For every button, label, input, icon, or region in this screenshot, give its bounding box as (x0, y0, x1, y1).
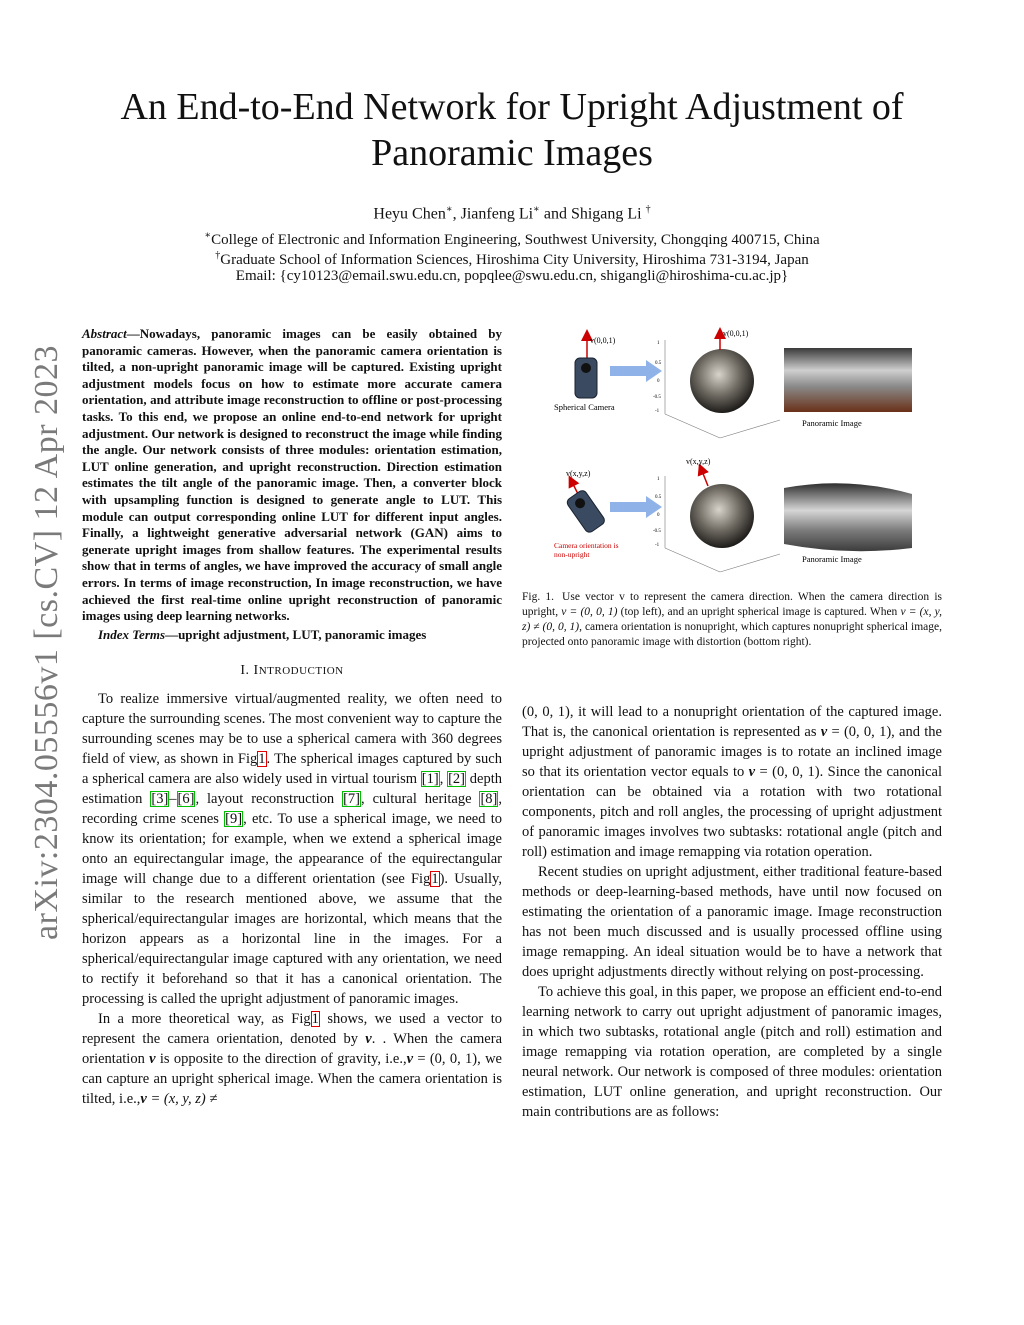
figure-label: Camera orientation is (554, 541, 619, 550)
figure-label: Panoramic Image (802, 418, 862, 428)
intro-paragraph-3 (522, 702, 942, 862)
text-run: . The spherical images captured by such a spherical camera are also widely used in virtual tourism (82, 751, 502, 788)
tick-label: -1 (655, 543, 660, 548)
affil-mark: † (215, 250, 221, 261)
text-run: To realize immersive virtual/augmented reality, we often need to capture the surrounding scenes. The most convenient way to capture the surrounding scenes may be to use a spherical camera with 360 degrees field of view, as shown in Fig (82, 691, 502, 768)
figure-label: Spherical Camera (554, 402, 615, 412)
text-run: ). Usually, similar to the research mentioned above, we assume that the spherical/equirectangular images are horizontal, which means that the horizon appears as a horizontal line in the images. For a spherical/equirectangular image captured with any orientation, we need to rectify it beforehand so that it has a canonical orientation. The processing is called the upright adjustment of panoramic images. (82, 871, 502, 1008)
text-run: . When the camera orientation (82, 1031, 503, 1068)
citation-link[interactable]: [7] (343, 791, 361, 808)
vector-label: v(0,0,1) (590, 336, 616, 345)
bottom-camera-group (554, 457, 912, 572)
affil-mark: ∗ (204, 230, 212, 241)
section-title-rest: NTRODUCTION (258, 665, 344, 678)
affil-mark: † (645, 204, 651, 215)
tick-label: 1 (657, 477, 660, 482)
axis-line (665, 548, 720, 572)
section-heading-introduction (82, 661, 502, 681)
index-terms (98, 627, 502, 644)
camera-lens-icon (581, 363, 591, 373)
caption-label: Fig. 1. (522, 591, 555, 603)
tick-label: -0.5 (653, 529, 661, 534)
vector-label: v(x,y,z) (566, 469, 591, 478)
panoramic-image-distorted (784, 483, 912, 551)
vector-label: v(0,0,1) (723, 329, 749, 338)
tick-label: 1 (657, 341, 660, 346)
math-vector: v (748, 764, 756, 780)
axis-line (720, 554, 780, 572)
text-run: depth estimation (82, 771, 502, 808)
affiliation-text: Graduate School of Information Sciences, Hiroshima City University, Hiroshima 731-3194, Japan (220, 252, 809, 268)
math-vector: v (149, 1051, 156, 1068)
math-vector: v (140, 1091, 147, 1108)
index-terms-label: Index Terms (98, 626, 166, 642)
intro-paragraph-2: In a more theoretical way, as Fig1 shows, we used a vector to represent the camera orientation, denoted by v. . When the camera orientation v is opposite to the direction of gravity, i.e.,v = (0, 0, 1), we can capture an upright spherical image. When the camera orientation is tilted, i.e.,v = (x, y, z) ≠ (82, 1011, 503, 1108)
affil-mark: ∗ (445, 204, 453, 215)
author-emails: Email: {cy10123@email.swu.edu.cn, popqlee@swu.edu.cn, shigangli@hiroshima-cu.ac.jp} (235, 268, 789, 284)
section-number: I. (240, 663, 254, 679)
intro-paragraph-5: To achieve this goal, in this paper, we propose an efficient end-to-end learning network to carry out upright adjustment of panoramic images, in which two subtasks, rotational angle (pitch and roll) estimation and image remapping via rotation operation, are completed by a single neural network. Our network is composed of three modules: orientation estimation, LUT online generation, and upright reconstruction. Our main contributions are as follows: (522, 984, 942, 1120)
text-run: (top left), and an upright spherical image is captured. When (617, 606, 901, 618)
math-eq: (0, 0, 1) (522, 704, 570, 720)
arrow-body (610, 366, 646, 376)
intro-paragraph-1 (82, 689, 502, 1009)
citation-link[interactable]: [1] (421, 771, 439, 788)
text-run: , camera orientation is nonupright, which captures nonupright spherical image, projected onto panoramic image with distortion (bottom right). (522, 621, 942, 648)
spherical-camera-tilted-icon (565, 489, 606, 534)
paper-title: An End-to-End Network for Upright Adjustment of Panoramic Images (120, 86, 904, 174)
citation-link[interactable]: [9] (225, 811, 243, 828)
axis-line (665, 414, 720, 438)
abstract-label: Abstract (82, 326, 127, 341)
text-run: , layout reconstruction (195, 791, 343, 808)
math-eq: v = (0, 0, 1) (561, 606, 618, 618)
abstract-text: —Nowadays, panoramic images can be easily obtained by panoramic cameras. However, when the panoramic camera orientation is tilted, a non-upright panoramic image will be captured. Existing upright adjustment models focus on how to estimate more accurate camera orientation, and attribute image reconstruction to offline or post-processing tasks. To this end, we propose an online end-to-end network for upright adjustment. Our network is designed to reconstruct the image while finding the angle. Our network consists of three modules: orientation estimation, LUT online generation, and upright reconstruction. Direction estimation estimates the tilt angle of the panoramic image. Then, a converter block with upsampling function is designed to generate angle to LUT. This module can output corresponding online LUT for different input angles. Finally, a lightweight generative adversarial network (GAN) aims to generate upright images from shallow features. The experimental results show that in terms of angles, we have improved the accuracy of small angle errors. In terms of image reconstruction, In image reconstruction, we have achieved the first real-time online upright reconstruction of panoramic images using deep learning networks. (82, 326, 502, 624)
text-run: . Since the canonical orientation can be obtained via a rotation with two rotational components, pitch and roll angles, the processing of upright adjustment of panoramic images involves two subtasks: rotational angle (pitch and roll) estimation and image remapping via rotation operation. (522, 764, 942, 860)
abstract (82, 326, 502, 625)
author-name: and Shigang Li (539, 205, 646, 223)
figure-link[interactable]: 1 (258, 751, 266, 768)
tick-label: 0.5 (655, 361, 662, 366)
citation-link[interactable]: [6] (177, 791, 195, 808)
text-run: , cultural heritage (361, 791, 480, 808)
affil-mark: ∗ (533, 204, 540, 215)
author-name: , Jianfeng Li (452, 205, 534, 223)
arxiv-identifier: arXiv:2304.05556v1 [cs.CV] 12 Apr 2023 (28, 344, 65, 940)
text-run: , it will lead to a nonupright orientation of the captured image. That is, the canonical orientation is represented as (522, 704, 942, 740)
figure-label: Panoramic Image (802, 554, 862, 564)
text-run: , recording crime scenes (82, 791, 502, 828)
text-run: , etc. To use a spherical image, we need to know its orientation; for example, when we extend a spherical image onto an equirectangular image, the appearance of the equirectangular image will change due to a different orientation (see Fig (82, 811, 502, 888)
citation-link[interactable]: [8] (480, 791, 498, 808)
text-run: , we can capture an upright spherical image. When the camera orientation is tilted, i.e., (82, 1051, 502, 1108)
tick-label: 0 (657, 513, 660, 518)
text-run: Use vector v to represent the camera direction. When the camera direction is upright, (522, 591, 942, 618)
math-eq: v = (x, y, z) ≠ (0, 0, 1) (522, 606, 942, 633)
axis-line (720, 420, 780, 438)
math-eq: = (0, 0, 1) (827, 724, 892, 740)
panoramic-image-upright (784, 348, 912, 412)
spherical-image-tilted (690, 484, 754, 548)
tick-label: 0.5 (655, 495, 662, 500)
affiliation-text: College of Electronic and Information Engineering, Southwest University, Chongqing 400715, China (211, 232, 820, 248)
math-eq: = (0, 0, 1) (755, 764, 820, 780)
tick-label: -0.5 (653, 395, 661, 400)
intro-paragraph-4: Recent studies on upright adjustment, either traditional feature-based methods or deep-learning-based methods, have until now focused on estimating the orientation of a panoramic image. Image reconstruction has not been much discussed and is usually processed offline using image remapping. An ideal situation would be to have a network that does upright adjustments directly without relying on post-processing. (522, 864, 942, 980)
left-column (82, 326, 502, 1109)
figure-link[interactable]: 1 (431, 871, 439, 888)
top-camera-group (554, 329, 912, 438)
section-title-initial: I (253, 663, 259, 679)
right-column (522, 702, 942, 1122)
figure-caption (522, 590, 942, 650)
spherical-image-upright (690, 349, 754, 413)
math-vector: v (406, 1051, 414, 1068)
author-list (60, 204, 964, 223)
figure-link[interactable]: 1 (311, 1011, 319, 1028)
citation-link[interactable]: [3] (151, 791, 169, 808)
tick-label: 0 (657, 379, 660, 384)
figure-label: non-upright (554, 550, 590, 559)
index-terms-text: —upright adjustment, LUT, panoramic images (165, 626, 427, 642)
tick-label: -1 (655, 409, 660, 414)
text-run: is opposite to the direction of gravity, i.e., (155, 1051, 407, 1068)
text-run: shows, we used a vector to represent the camera orientation, denoted by (82, 1011, 502, 1048)
citation-link[interactable]: [2] (448, 771, 466, 788)
math-eq: = (0, 0, 1) (413, 1051, 478, 1068)
text-run: , and the upright adjustment of panoramic images is to rotate an inclined image so that its orientation vector equals to (522, 724, 942, 780)
figure-1 (540, 326, 940, 578)
author-name: Heyu Chen (373, 205, 446, 223)
text-run: , (439, 771, 448, 788)
math-vector: v (365, 1031, 372, 1048)
arrow-body (610, 502, 646, 512)
vector-label: v(x,y,z) (686, 457, 711, 466)
text-run: In a more theoretical way, as Fig (98, 1011, 311, 1028)
math-eq: = (x, y, z) ≠ (146, 1091, 218, 1108)
vector-arrow (700, 466, 708, 486)
math-vector: v (820, 724, 828, 740)
text-run: – (169, 791, 177, 808)
